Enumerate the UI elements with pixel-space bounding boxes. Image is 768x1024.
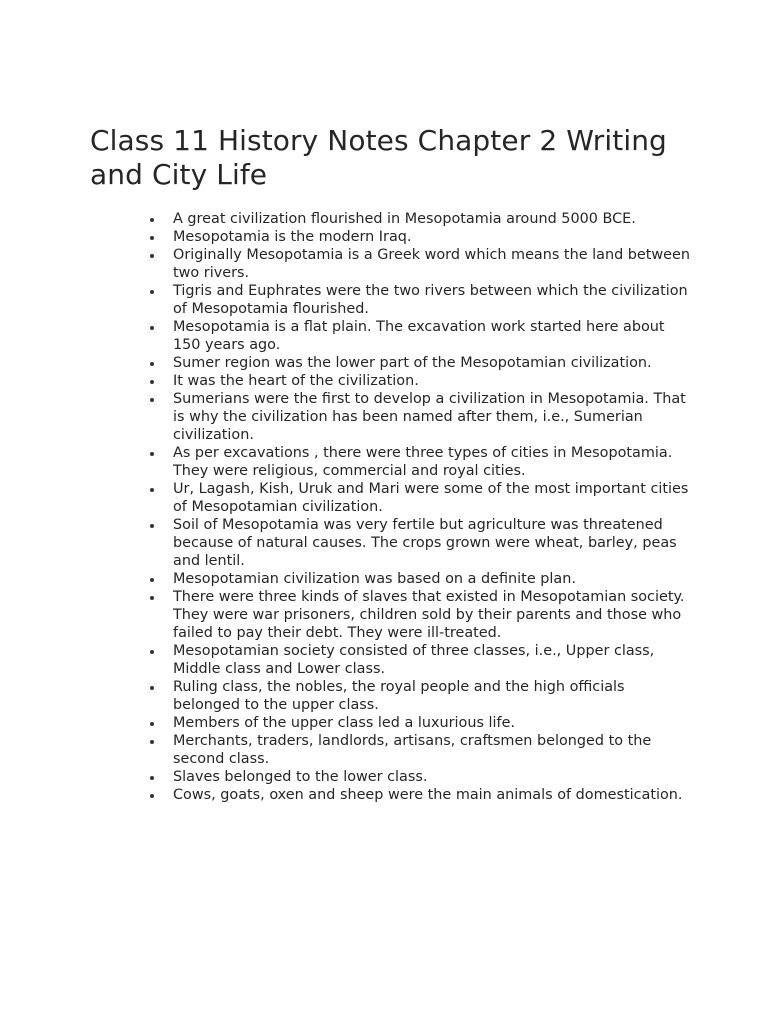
list-item: Mesopotamian society consisted of three classes, i.e., Upper class, Middle class and Lower class. [173, 642, 690, 678]
list-item: Ur, Lagash, Kish, Uruk and Mari were some of the most important cities of Mesopotamian civilization. [173, 481, 689, 515]
notes-list [90, 210, 690, 804]
list-item: Merchants, traders, landlords, artisans, craftsmen belonged to the second class. [173, 732, 690, 768]
list-item: Members of the upper class led a luxurious life. [173, 714, 690, 732]
list-item: Ruling class, the nobles, the royal people and the high officials belonged to the upper class. [173, 678, 690, 714]
list-item: Originally Mesopotamia is a Greek word which means the land between two rivers. [173, 247, 691, 281]
list-item: Tigris and Euphrates were the two rivers between which the civilization of Mesopotamia flourished. [173, 282, 690, 318]
list-item: As per excavations , there were three types of cities in Mesopotamia. They were religious, commercial and royal cities. [173, 444, 690, 480]
document-page [90, 124, 690, 804]
list-item: Cows, goats, oxen and sheep were the main animals of domestication. [173, 786, 690, 804]
list-item: Mesopotamia is a flat plain. The excavation work started here about 150 years ago. [173, 318, 690, 354]
list-item: It was the heart of the civilization. [173, 372, 690, 390]
list-item: Mesopotamia is the modern Iraq. [173, 228, 690, 246]
list-item: Sumer region was the lower part of the Mesopotamian civilization. [173, 354, 690, 372]
list-item: Mesopotamian civilization was based on a definite plan. [173, 570, 690, 588]
list-item: There were three kinds of slaves that existed in Mesopotamian society. They were war prisoners, children sold by their parents and those who failed to pay their debt. They were ill-treated. [173, 588, 690, 642]
page-title: Class 11 History Notes Chapter 2 Writing and City Life [90, 124, 667, 191]
list-item: Soil of Mesopotamia was very fertile but agriculture was threatened because of natural causes. The crops grown were wheat, barley, peas and lentil. [173, 516, 690, 570]
list-item: A great civilization flourished in Mesopotamia around 5000 BCE. [173, 210, 690, 228]
list-item: Slaves belonged to the lower class. [173, 768, 690, 786]
list-item: Sumerians were the first to develop a civilization in Mesopotamia. That is why the civilization has been named after them, i.e., Sumerian civilization. [173, 390, 690, 444]
